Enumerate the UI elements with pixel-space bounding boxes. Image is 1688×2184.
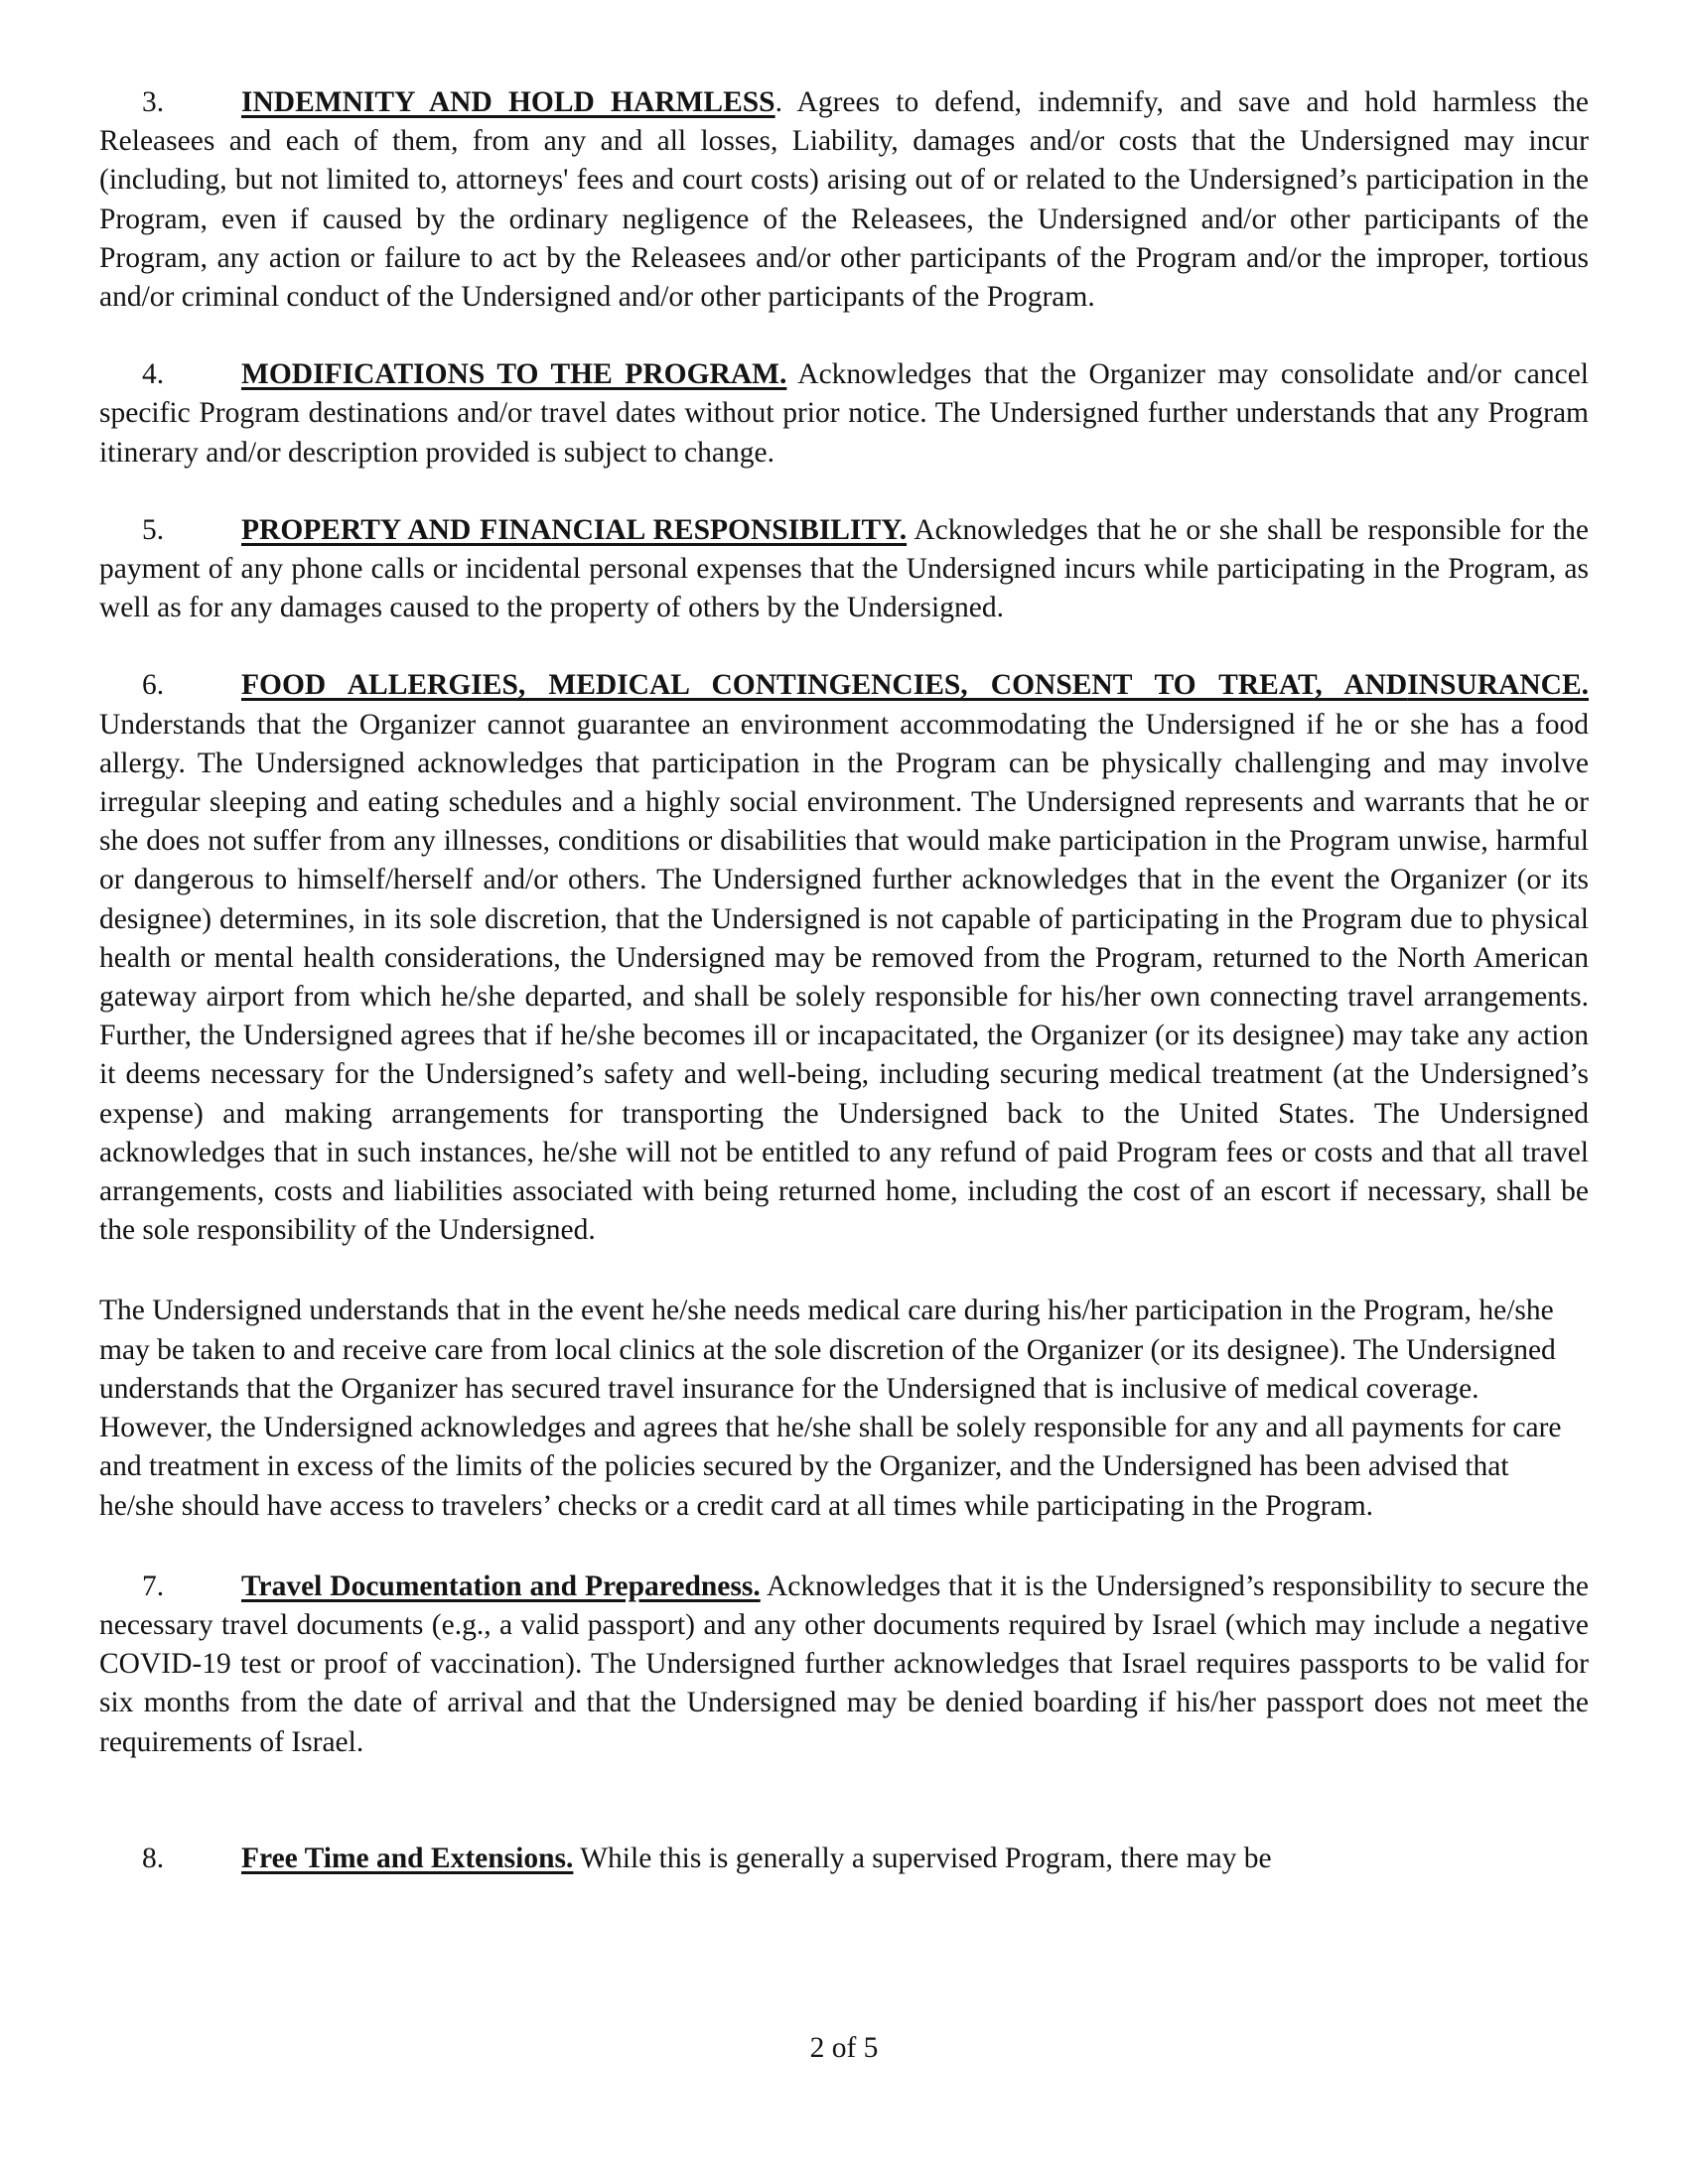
section-4-heading: MODIFICATIONS TO THE PROGRAM. bbox=[241, 358, 787, 391]
section-5-body: Acknowledges that he or she shall be responsible for the payment of any phone calls or incidental personal expenses that the Undersigned incurs while participating in the Program, as well as for any damages caused to the property of others by the Undersigned. bbox=[99, 513, 1589, 624]
spacer bbox=[99, 317, 1589, 355]
section-6-number: 6. bbox=[142, 669, 165, 702]
section-8-paragraph bbox=[99, 1840, 1589, 1878]
spacer bbox=[99, 1250, 1589, 1292]
section-7-paragraph bbox=[99, 1568, 1589, 1762]
section-3-heading: INDEMNITY AND HOLD HARMLESS bbox=[241, 86, 775, 118]
section-4-body: Acknowledges that the Organizer may consolidate and/or cancel specific Program destinations and/or travel dates without prior notice. The Undersigned further understands that any Program itinerary and/or description provided is subject to change. bbox=[99, 358, 1590, 469]
spacer bbox=[99, 473, 1589, 511]
section-6-heading: FOOD ALLERGIES, MEDICAL CONTINGENCIES, CONSENT TO TREAT, AND bbox=[241, 669, 1408, 702]
section-8-heading: Free Time and Extensions. bbox=[241, 1842, 574, 1874]
section-7-body: Acknowledges that it is the Undersigned’s responsibility to secure the necessary travel documents (e.g., a valid passport) and any other documents required by Israel (which may include a negative COVID-19 test or proof of vaccination). The Undersigned further acknowledges that Israel requires passports to be valid for six months from the date of arrival and that the Undersigned may be denied boarding if his/her passport does not meet the requirements of Israel. bbox=[99, 1570, 1589, 1758]
spacer bbox=[99, 1526, 1589, 1568]
medical-insurance-paragraph: The Undersigned understands that in the event he/she needs medical care during his/her participation in the Program, he/she may be taken to and receive care from local clinics at the sole discretion of the Organizer (or its designee). The Undersigned understands that the Organizer has secured travel insurance for the Undersigned that is inclusive of medical coverage. However, the Undersigned acknowledges and agrees that he/she shall be solely responsible for any and all payments for care and treatment in excess of the limits of the policies secured by the Organizer, and the Undersigned has been advised that he/she should have access to travelers’ checks or a credit card at all times while participating in the Program. bbox=[99, 1295, 1562, 1522]
page-number-footer: 2 of 5 bbox=[809, 2032, 879, 2064]
section-5-paragraph bbox=[99, 511, 1589, 628]
section-4-paragraph bbox=[99, 355, 1589, 473]
section-4-number: 4. bbox=[142, 358, 165, 391]
section-8-body: While this is generally a supervised Program, there may be bbox=[573, 1842, 1272, 1874]
document-body bbox=[99, 83, 1589, 1878]
section-3-body: Agrees to defend, indemnify, and save and hold harmless the Releasees and each of them, from any and all losses, Liability, damages and/or costs that the Undersigned may incur (including, but not limited to, attorneys' fees and court costs) arising out of or related to the Undersigned’s participation in the Program, even if caused by the ordinary negligence of the Releasees, the Undersigned and/or other participants of the Program, any action or failure to act by the Releasees and/or other participants of the Program and/or the improper, tortious and/or criminal conduct of the Undersigned and/or other participants of the Program. bbox=[99, 86, 1590, 314]
spacer bbox=[99, 1762, 1589, 1840]
section-7-heading: Travel Documentation and Preparedness. bbox=[241, 1570, 761, 1602]
section-7-number: 7. bbox=[142, 1570, 165, 1602]
section-6-body: Understands that the Organizer cannot guarantee an environment accommodating the Undersigned if he or she has a food allergy. The Undersigned acknowledges that participation in the Program can be physically challenging and may involve irregular sleeping and eating schedules and a highly social environment. The Undersigned represents and warrants that he or she does not suffer from any illnesses, conditions or disabilities that would make participation in the Program unwise, harmful or dangerous to himself/herself and/or others. The Undersigned further acknowledges that in the event the Organizer (or its designee) determines, in its sole discretion, that the Undersigned is not capable of participating in the Program due to physical health or mental health considerations, the Undersigned may be removed from the Program, returned to the North American gateway airport from which he/she departed, and shall be solely responsible for his/her own connecting travel arrangements. Further, the Undersigned agrees that if he/she becomes ill or incapacitated, the Organizer (or its designee) may take any action it deems necessary for the Undersigned’s safety and well-being, including securing medical treatment (at the Undersigned’s expense) and making arrangements for transporting the Undersigned back to the United States. The Undersigned acknowledges that in such instances, he/she will not be entitled to any refund of paid Program fees or costs and that all travel arrangements, costs and liabilities associated with being returned home, including the cost of an escort if necessary, shall be the sole responsibility of the Undersigned. bbox=[99, 708, 1589, 1247]
spacer bbox=[99, 627, 1589, 666]
section-6-paragraph bbox=[99, 666, 1589, 1250]
section-5-number: 5. bbox=[142, 513, 165, 546]
section-3-heading-trailing: . bbox=[774, 86, 782, 118]
section-3-paragraph bbox=[99, 83, 1589, 317]
section-6-heading-continued: INSURANCE. bbox=[1407, 669, 1589, 702]
section-8-number: 8. bbox=[142, 1842, 165, 1874]
section-3-number: 3. bbox=[142, 86, 165, 118]
section-5-heading: PROPERTY AND FINANCIAL RESPONSIBILITY. bbox=[241, 513, 908, 546]
